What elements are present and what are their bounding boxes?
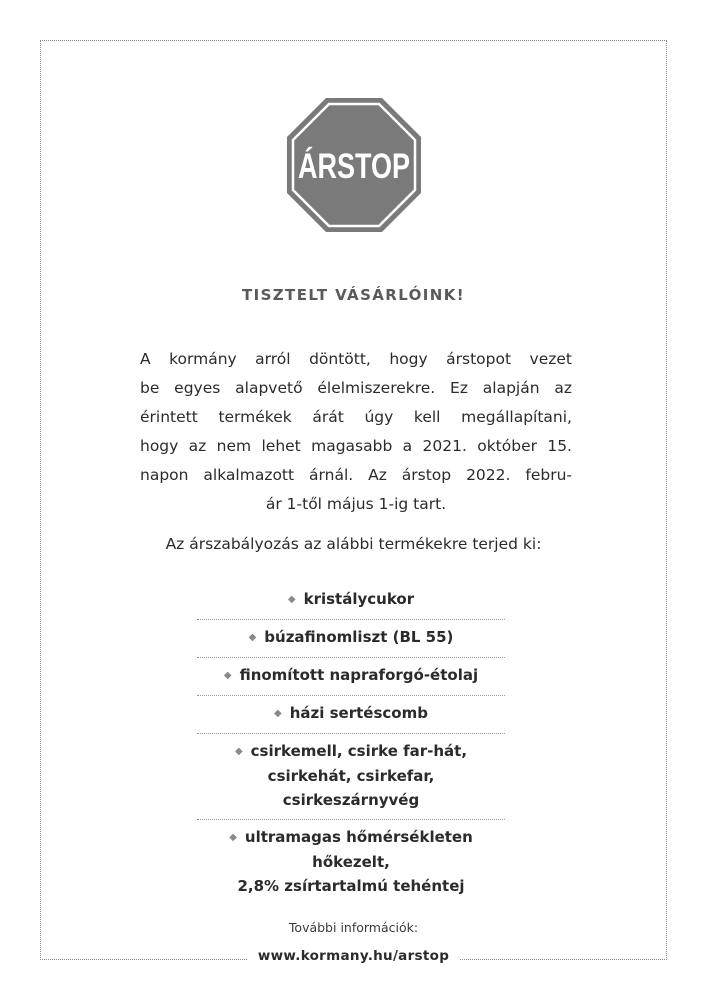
paragraph-line: A kormány arról döntött, hogy árstopot vezet: [140, 350, 572, 368]
product-name: házi sertéscomb: [289, 704, 428, 722]
bullet-icon: ◆: [223, 670, 232, 681]
paragraph-line: hogy az nem lehet magasabb a 2021. október 15.: [140, 437, 572, 455]
list-item: [197, 819, 505, 905]
list-item: [197, 733, 505, 819]
paragraph-line: ár 1-től május 1-ig tart.: [265, 495, 447, 513]
bullet-icon: ◆: [274, 708, 282, 719]
product-name-continued: 2,8% zsírtartalmú tehéntej: [237, 877, 465, 895]
paragraph-line: napon alkalmazott árnál. Az árstop 2022. febru-: [140, 466, 572, 484]
bullet-icon: ◆: [248, 632, 257, 643]
paragraph-line: be egyes alapvető élelmiszerekre. Ez alapján az: [140, 379, 572, 397]
product-name: finomított napraforgó-étolaj: [239, 666, 479, 684]
greeting-heading: TISZTELT VÁSÁRLÓINK!: [241, 286, 466, 304]
product-name: kristálycukor: [303, 590, 415, 608]
paragraph-line: érintett termékek árát úgy kell megállapítani,: [140, 408, 572, 426]
info-link[interactable]: www.kormany.hu/arstop: [248, 948, 459, 964]
info-link-wrapper: [0, 945, 707, 964]
product-list: [197, 582, 505, 905]
list-item: [197, 582, 505, 619]
list-item: [197, 695, 505, 733]
product-name: ultramagas hőmérsékleten hőkezelt,: [244, 828, 473, 871]
product-list-intro: Az árszabályozás az alábbi termékekre terjed ki:: [165, 535, 542, 553]
bullet-icon: ◆: [229, 832, 237, 843]
sign-label: ÁRSTOP: [298, 147, 444, 186]
bullet-icon: ◆: [287, 594, 296, 605]
product-name: csirkemell, csirke far-hát,: [250, 742, 468, 760]
list-item: [197, 657, 505, 695]
more-info-label: További információk:: [288, 920, 419, 935]
bullet-icon: ◆: [234, 746, 243, 757]
product-name-continued: csirkehát, csirkefar, csirkeszárnyvég: [267, 767, 435, 809]
product-name: búzafinomliszt (BL 55): [264, 628, 454, 646]
announcement-paragraph: [140, 345, 572, 519]
arstop-sign-icon: [287, 98, 444, 232]
list-item: [197, 619, 505, 657]
